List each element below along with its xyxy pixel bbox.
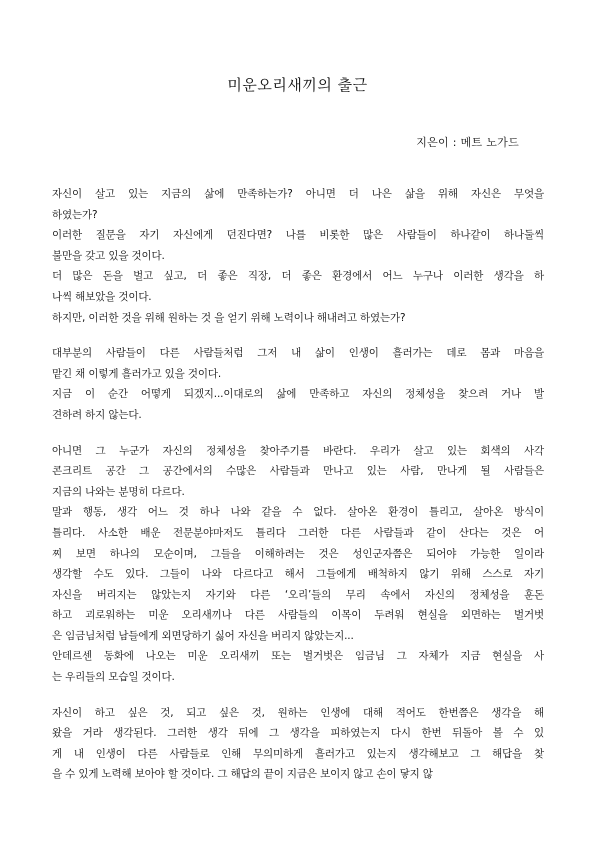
text-line: 말과 행동, 생각 어느 것 하나 나와 같을 수 없다. 살아온 환경이 틀리고, 살아온 방식이 (52, 506, 544, 519)
text-line: 지금 이 순간 어떻게 되겠지...이대로의 삶에 만족하고 자신의 정체성을 찾으려 거나 발 (52, 388, 544, 401)
text-line: 하고 괴로워하는 미운 오리새끼나 다른 사람들의 이목이 두려워 현실을 외면하는 벌거벗 (52, 609, 544, 622)
text-line: 자신이 하고 싶은 것, 되고 싶은 것, 원하는 인생에 대해 적어도 한번쯤은 생각을 해 (52, 706, 544, 719)
text-line: 이러한 질문을 자기 자신에게 던진다면? 나를 비롯한 많은 사람들이 하나같이 하나둘씩 (52, 229, 544, 242)
text-line: 자신이 살고 있는 지금의 삶에 만족하는가? 아니면 더 나은 삶을 위해 자신은 무엇을 (52, 188, 544, 200)
text-line: 나씩 해보았을 것이다. (52, 290, 152, 303)
text-line: 대부분의 사람들이 다른 사람들처럼 그저 내 삶이 인생이 흘러가는 데로 몸과 마음을 (52, 347, 544, 360)
text-line: 왔을 거라 생각된다. 그러한 생각 뒤에 그 생각을 피하였는지 다시 한번 뒤돌아 볼 수 있 (52, 727, 544, 740)
paragraph (52, 703, 544, 785)
text-line: 생각할 수도 있다. 그들이 나와 다르다고 해서 그들에게 배척하지 않기 위해 스스로 자기 (52, 568, 544, 581)
paragraph (52, 441, 544, 688)
text-line: 견하려 하지 않는다. (52, 408, 142, 421)
text-line: 은 임금님처럼 남들에게 외면당하기 싫어 자신을 버리지 않았는지... (52, 629, 354, 642)
document-title: 미운오리새끼의 출근 (227, 76, 368, 94)
text-line: 지금의 나와는 분명히 다르다. (52, 485, 185, 498)
text-line: 찌 보면 하나의 모순이며, 그들을 이해하려는 것은 성인군자쯤은 되어야 가능한 일이라 (52, 547, 544, 560)
text-line: 을 수 있게 노력해 보아야 할 것이다. 그 해답의 끝이 지금은 보이지 않고 손이 닿지 않 (52, 768, 433, 781)
text-line: 더 많은 돈을 벌고 싶고, 더 좋은 직장, 더 좋은 환경에서 어느 누구나 이러한 생각을 하 (52, 270, 544, 283)
paragraph (52, 184, 544, 328)
text-line: 자신을 버리지는 않았는지 자기와 다른 ‘오리’들의 무리 속에서 자신의 정체성을 훈돈 (52, 588, 544, 601)
author-line: 지은이 : 메트 노가드 (416, 136, 519, 149)
text-line: 게 내 인생이 다른 사람들로 인해 무의미하게 흘러가고 있는지 생각해보고 그 해답을 찾 (52, 747, 544, 760)
document-body (52, 184, 544, 800)
text-line: 안데르센 동화에 나오는 미운 오리새끼 또는 벌거벗은 임금님 그 자체가 지금 현실을 사 (52, 650, 544, 663)
text-line: 아니면 그 누군가 자신의 정체성을 찾아주기를 바란다. 우리가 살고 있는 회색의 사각 (52, 444, 544, 457)
text-line: 콘크리트 공간 그 공간에서의 수많은 사람들과 만나고 있는 사람, 만나게 될 사람들은 (52, 465, 544, 478)
text-line: 하였는가? (52, 208, 98, 221)
text-line: 하지만, 이러한 것을 위해 원하는 것 을 얻기 위해 노력이나 해내려고 하였는가? (52, 311, 406, 324)
text-line: 맡긴 채 이렇게 흘러가고 있을 것이다. (52, 367, 222, 380)
text-line: 틀리다. 사소한 배운 전문분야마저도 틀리다 그러한 다른 사람들과 같이 산다는 것은 어 (52, 526, 544, 539)
paragraph (52, 343, 544, 425)
text-line: 불만을 갖고 있을 것이다. (52, 249, 165, 262)
text-line: 는 우리들의 모습일 것이다. (52, 671, 175, 684)
